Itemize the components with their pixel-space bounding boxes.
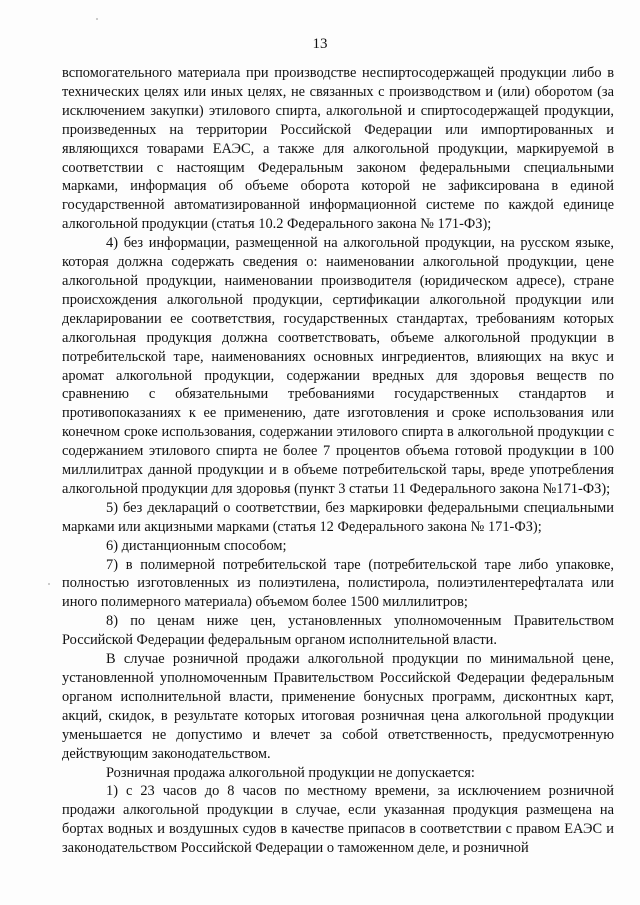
paragraph-min-price: В случае розничной продажи алкогольной продукции по минимальной цене, установленной уполномоченным Правительством Российской Федерации федеральным органом исполнительной власти, применение бонусных программ, дисконтных карт, акций, скидок, в результате которых итоговая розничная цена алкогольной продукции уменьшается не допустимо и влечет за собой ответственность, предусмотренную действующим законодательством. [62, 651, 614, 762]
document-body [62, 64, 614, 858]
scan-speck [48, 583, 50, 585]
paragraph-item-7: 7) в полимерной потребительской таре (потребительской таре либо упаковке, полностью изготовленных из полиэтилена, полистирола, полиэтилентерефталата или иного полимерного материала) объемом более 1500 миллилитров; [62, 556, 614, 611]
paragraph-continuation: вспомогательного материала при производстве неспиртосодержащей продукции либо в технических целях или иных целях, не связанных с производством и (или) оборотом (за исключением закупки) этилового спирта, алкогольной и спиртосодержащей продукции, произведенных на территории Российской Федерации или импортированных и являющихся товарами ЕАЭС, а также для алкогольной продукции, маркируемой в соответствии с настоящим Федеральным законом федеральными специальными марками, информация об объеме оборота которой не зафиксирована в единой государственной автоматизированной информационной системе по каждой единице алкогольной продукции (статья 10.2 Федерального закона № 171-ФЗ); [62, 65, 614, 233]
paragraph-retail-ban-heading: Розничная продажа алкогольной продукции не допускается: [106, 764, 475, 781]
paragraph-item-1: 1) с 23 часов до 8 часов по местному времени, за исключением розничной продажи алкогольной продукции в случае, если указанная продукция размещена на бортах водных и воздушных судов в качестве припасов в соответствии с правом ЕАЭС и законодательством Российской Федерации о таможенном деле, и розничной [62, 783, 614, 857]
paragraph-item-8: 8) по ценам ниже цен, установленных уполномоченным Правительством Российской Федерации федеральным органом исполнительной власти. [62, 613, 614, 649]
scan-speck [96, 18, 98, 20]
page-number: 13 [312, 36, 328, 52]
paragraph-item-4: 4) без информации, размещенной на алкогольной продукции, на русском языке, которая должна содержать сведения о: наименовании алкогольной продукции, цене алкогольной продукции, наименовании производителя (юридическом адресе), стране происхождения алкогольной продукции, сертификации алкогольной продукции или декларировании ее соответствия, государственных стандартах, требованиям которых алкогольная продукция должна соответствовать, объеме алкогольной продукции в потребительской таре, наименованиях основных ингредиентов, влияющих на вкус и аромат алкогольной продукции, содержании вредных для здоровья веществ по сравнению с обязательными требованиями государственных стандартов и противопоказаниях к ее применению, дате изготовления и сроке использования или конечном сроке использования, содержании этилового спирта в алкогольной продукции с содержанием этилового спирта не более 7 процентов объема готовой продукции в 100 миллилитрах данной продукции и в объеме потребительской тары, вреде употребления алкогольной продукции для здоровья (пункт 3 статьи 11 Федерального закона №171-ФЗ); [62, 235, 614, 497]
paragraph-item-5: 5) без деклараций о соответствии, без маркировки федеральными специальными марками или акцизными марками (статья 12 Федерального закона № 171-ФЗ); [62, 499, 614, 535]
paragraph-item-6: 6) дистанционным способом; [106, 537, 287, 554]
